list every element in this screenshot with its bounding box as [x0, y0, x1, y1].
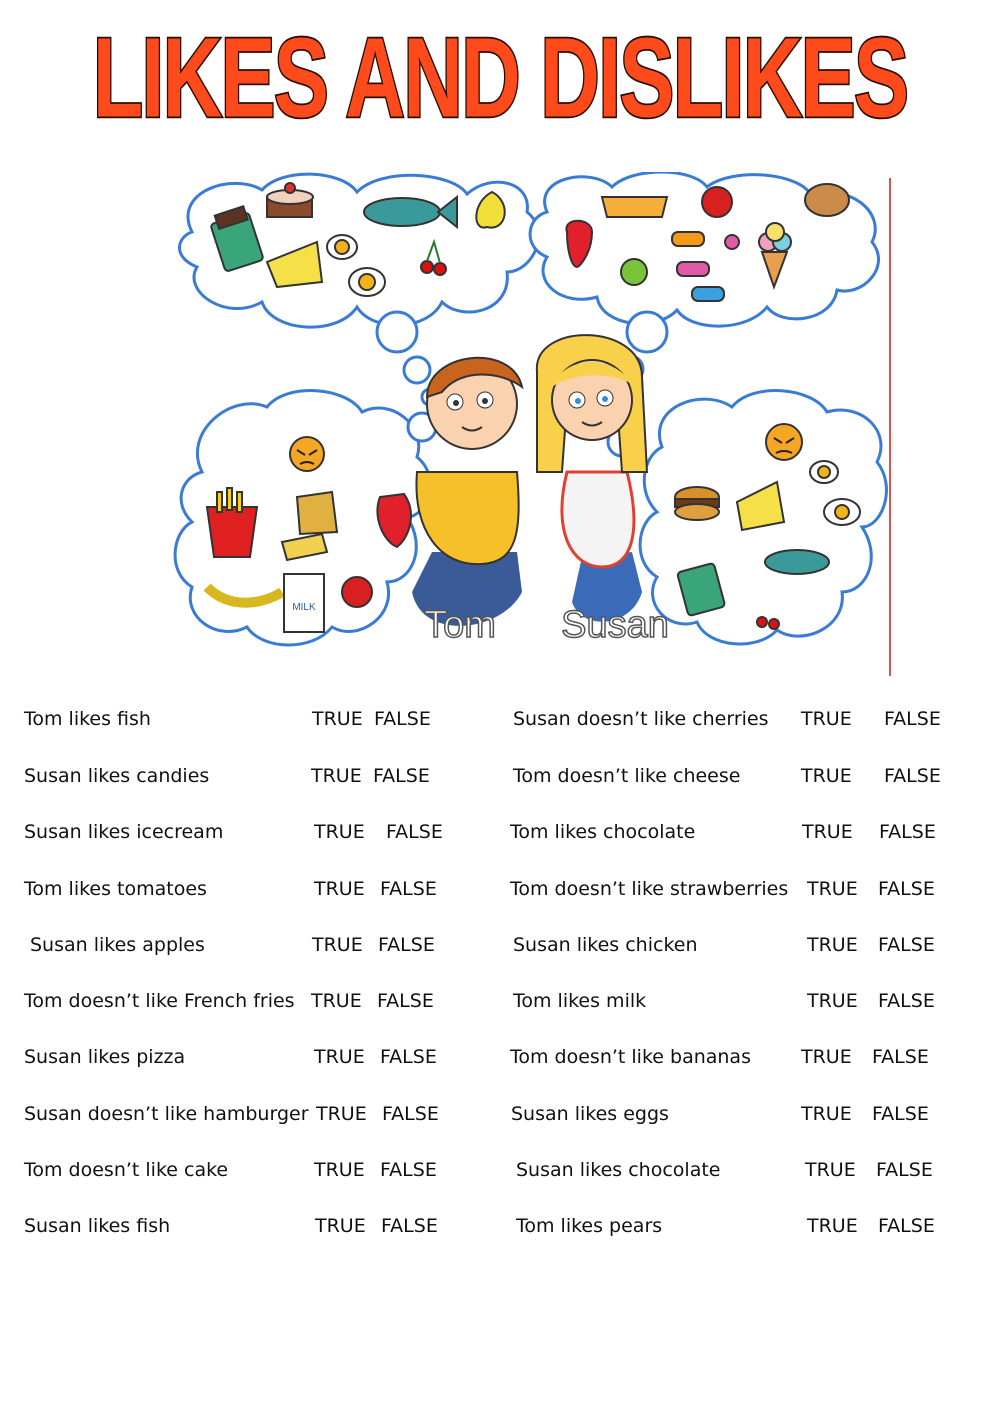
- statement-right-1: Susan doesn’t like cherries: [513, 708, 769, 730]
- false-option[interactable]: FALSE: [377, 990, 434, 1012]
- true-option[interactable]: TRUE: [801, 765, 852, 787]
- true-false-right-5: [807, 933, 935, 957]
- false-option[interactable]: FALSE: [374, 708, 431, 730]
- true-false-right-9: [805, 1158, 933, 1182]
- true-option[interactable]: TRUE: [805, 1159, 856, 1181]
- kids-thinking-illustration: [172, 172, 894, 680]
- false-option[interactable]: FALSE: [386, 821, 443, 843]
- true-option[interactable]: TRUE: [314, 1159, 365, 1181]
- true-false-right-1: [801, 707, 941, 731]
- susan-name-label: Susan: [561, 604, 669, 646]
- true-option[interactable]: TRUE: [807, 934, 858, 956]
- susan-figure: [537, 335, 647, 622]
- false-option[interactable]: FALSE: [884, 765, 941, 787]
- divider-line: [889, 178, 891, 676]
- true-false-left-8: [316, 1102, 439, 1126]
- true-false-right-7: [801, 1045, 929, 1069]
- statement-left-8: Susan doesn’t like hamburger: [24, 1103, 309, 1125]
- false-option[interactable]: FALSE: [380, 1159, 437, 1181]
- statement-right-8: Susan likes eggs: [511, 1103, 669, 1125]
- true-option[interactable]: TRUE: [311, 990, 362, 1012]
- statement-right-5: Susan likes chicken: [513, 934, 698, 956]
- true-option[interactable]: TRUE: [801, 1046, 852, 1068]
- statement-left-10: Susan likes fish: [24, 1215, 171, 1237]
- true-false-right-8: [801, 1102, 929, 1126]
- milk-carton-label: MILK: [292, 602, 316, 613]
- false-option[interactable]: FALSE: [381, 1215, 438, 1237]
- false-option[interactable]: FALSE: [382, 1103, 439, 1125]
- false-option[interactable]: FALSE: [872, 1103, 929, 1125]
- true-option[interactable]: TRUE: [314, 1046, 365, 1068]
- true-false-right-2: [801, 764, 941, 788]
- true-option[interactable]: TRUE: [312, 708, 363, 730]
- true-false-left-3: [314, 820, 443, 844]
- true-option[interactable]: TRUE: [312, 934, 363, 956]
- statement-right-7: Tom doesn’t like bananas: [510, 1046, 751, 1068]
- false-option[interactable]: FALSE: [878, 934, 935, 956]
- tom-figure: [412, 358, 522, 626]
- false-option[interactable]: FALSE: [872, 1046, 929, 1068]
- true-false-right-3: [802, 820, 936, 844]
- false-option[interactable]: FALSE: [879, 821, 936, 843]
- statement-right-3: Tom likes chocolate: [510, 821, 696, 843]
- true-option[interactable]: TRUE: [311, 765, 362, 787]
- true-option[interactable]: TRUE: [807, 990, 858, 1012]
- true-false-right-4: [807, 877, 935, 901]
- statement-left-4: Tom likes tomatoes: [24, 878, 207, 900]
- false-option[interactable]: FALSE: [378, 934, 435, 956]
- statement-right-4: Tom doesn’t like strawberries: [510, 878, 789, 900]
- statement-right-2: Tom doesn’t like cheese: [513, 765, 741, 787]
- tom-name-label: Tom: [424, 604, 496, 646]
- false-option[interactable]: FALSE: [878, 878, 935, 900]
- true-false-right-6: [807, 989, 935, 1013]
- true-option[interactable]: TRUE: [802, 821, 853, 843]
- false-option[interactable]: FALSE: [884, 708, 941, 730]
- statement-left-2: Susan likes candies: [24, 765, 210, 787]
- statement-left-7: Susan likes pizza: [24, 1046, 186, 1068]
- false-option[interactable]: FALSE: [380, 878, 437, 900]
- true-false-left-2: [311, 764, 430, 788]
- statement-right-10: Tom likes pears: [516, 1215, 663, 1237]
- true-option[interactable]: TRUE: [314, 878, 365, 900]
- true-option[interactable]: TRUE: [315, 1215, 366, 1237]
- statement-left-6: Tom doesn’t like French fries: [24, 990, 295, 1012]
- false-option[interactable]: FALSE: [876, 1159, 933, 1181]
- false-option[interactable]: FALSE: [878, 1215, 935, 1237]
- true-false-left-7: [314, 1045, 437, 1069]
- false-option[interactable]: FALSE: [373, 765, 430, 787]
- true-option[interactable]: TRUE: [314, 821, 365, 843]
- statement-left-9: Tom doesn’t like cake: [24, 1159, 229, 1181]
- true-false-left-6: [311, 989, 434, 1013]
- statement-right-9: Susan likes chocolate: [516, 1159, 721, 1181]
- false-option[interactable]: FALSE: [878, 990, 935, 1012]
- worksheet-title: LIKES AND DISLIKES: [92, 14, 908, 142]
- statement-left-1: Tom likes fish: [24, 708, 151, 730]
- statement-right-6: Tom likes milk: [513, 990, 647, 1012]
- true-false-left-4: [314, 877, 437, 901]
- true-option[interactable]: TRUE: [801, 708, 852, 730]
- false-option[interactable]: FALSE: [380, 1046, 437, 1068]
- statement-left-5: Susan likes apples: [30, 934, 205, 956]
- true-false-left-10: [315, 1214, 438, 1238]
- true-option[interactable]: TRUE: [316, 1103, 367, 1125]
- true-option[interactable]: TRUE: [807, 878, 858, 900]
- true-false-right-10: [807, 1214, 935, 1238]
- true-option[interactable]: TRUE: [807, 1215, 858, 1237]
- true-option[interactable]: TRUE: [801, 1103, 852, 1125]
- true-false-left-9: [314, 1158, 437, 1182]
- true-false-left-5: [312, 933, 435, 957]
- true-false-left-1: [312, 707, 431, 731]
- statement-left-3: Susan likes icecream: [24, 821, 224, 843]
